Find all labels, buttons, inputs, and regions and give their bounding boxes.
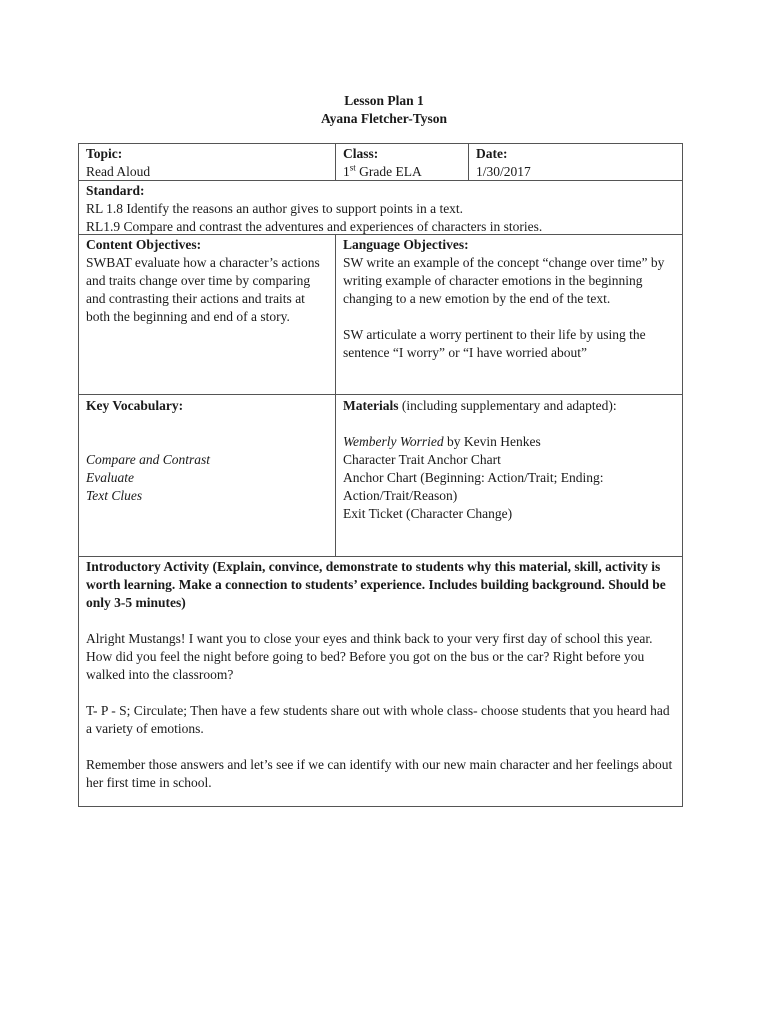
- language-objectives-paragraph-1: SW write an example of the concept “change over time” by writing example of character emotions in the beginning changing to a new emotion by the end of the text.: [343, 255, 665, 306]
- materials-book-author: by Kevin Henkes: [443, 434, 541, 449]
- language-objectives-paragraph-2: SW articulate a worry pertinent to their life by using the sentence “I worry” or “I have worried about”: [343, 327, 646, 360]
- key-vocabulary-cell: [79, 396, 335, 506]
- content-objectives-label: Content Objectives:: [86, 237, 202, 252]
- topic-label: Topic:: [86, 146, 123, 161]
- materials-item: Character Trait Anchor Chart: [343, 452, 501, 467]
- document-header: [0, 92, 768, 128]
- standard-label: Standard:: [86, 183, 145, 198]
- document-author: Ayana Fletcher-Tyson: [320, 111, 448, 126]
- date-label: Date:: [476, 146, 508, 161]
- class-value-text: Grade ELA: [355, 164, 422, 179]
- materials-label-note: (including supplementary and adapted):: [398, 398, 617, 413]
- topic-cell: [79, 144, 335, 182]
- standard-line: RL 1.8 Identify the reasons an author gives to support points in a text.: [86, 201, 464, 216]
- content-objectives-text: SWBAT evaluate how a character’s actions and traits change over time by comparing and contrasting their actions and traits at both the beginning and end of a story.: [86, 255, 320, 324]
- language-objectives-label: Language Objectives:: [343, 237, 469, 252]
- materials-item: Exit Ticket (Character Change): [343, 506, 513, 521]
- class-value-ordinal: st: [349, 162, 356, 173]
- materials-book: [343, 433, 675, 451]
- materials-cell: [336, 396, 682, 524]
- content-objectives-cell: [79, 235, 335, 327]
- date-cell: [469, 144, 682, 182]
- introductory-activity-paragraph: Alright Mustangs! I want you to close your eyes and think back to your very first day of school this year. How did you feel the night before going to bed? Before you got on the bus or the car? Right before you walked into the classroom?: [86, 631, 653, 682]
- table-divider-3: [78, 394, 683, 395]
- vocabulary-item: Text Clues: [86, 488, 143, 503]
- materials-item: Anchor Chart (Beginning: Action/Trait; Ending: Action/Trait/Reason): [343, 470, 604, 503]
- class-cell: [336, 144, 468, 182]
- introductory-activity-cell: [79, 557, 682, 793]
- introductory-activity-heading: Introductory Activity (Explain, convince, demonstrate to students why this material, skill, activity is worth learning. Make a connection to students’ experience. Includes building background. Should be only 3-5 minutes): [86, 559, 666, 610]
- standard-line: RL1.9 Compare and contrast the adventures and experiences of characters in stories.: [86, 219, 543, 234]
- materials-book-title: Wemberly Worried: [343, 434, 444, 449]
- materials-heading: [343, 397, 675, 415]
- standard-cell: [79, 181, 682, 237]
- class-value: [343, 163, 461, 181]
- vocabulary-item: Evaluate: [86, 470, 134, 485]
- vocabulary-item: Compare and Contrast: [86, 452, 211, 467]
- introductory-activity-paragraph: T- P - S; Circulate; Then have a few students share out with whole class- choose students that you heard had a variety of emotions.: [86, 703, 670, 736]
- class-value-number: 1: [343, 164, 350, 179]
- materials-label: Materials: [343, 398, 399, 413]
- date-value: 1/30/2017: [476, 164, 531, 179]
- introductory-activity-paragraph: Remember those answers and let’s see if we can identify with our new main character and her feelings about her first time in school.: [86, 757, 673, 790]
- document-title: Lesson Plan 1: [344, 93, 424, 108]
- table-border-right: [682, 143, 683, 807]
- language-objectives-cell: [336, 235, 682, 363]
- topic-value: Read Aloud: [86, 164, 151, 179]
- key-vocabulary-label: Key Vocabulary:: [86, 398, 184, 413]
- table-border-bottom: [78, 806, 683, 807]
- class-label: Class:: [343, 146, 379, 161]
